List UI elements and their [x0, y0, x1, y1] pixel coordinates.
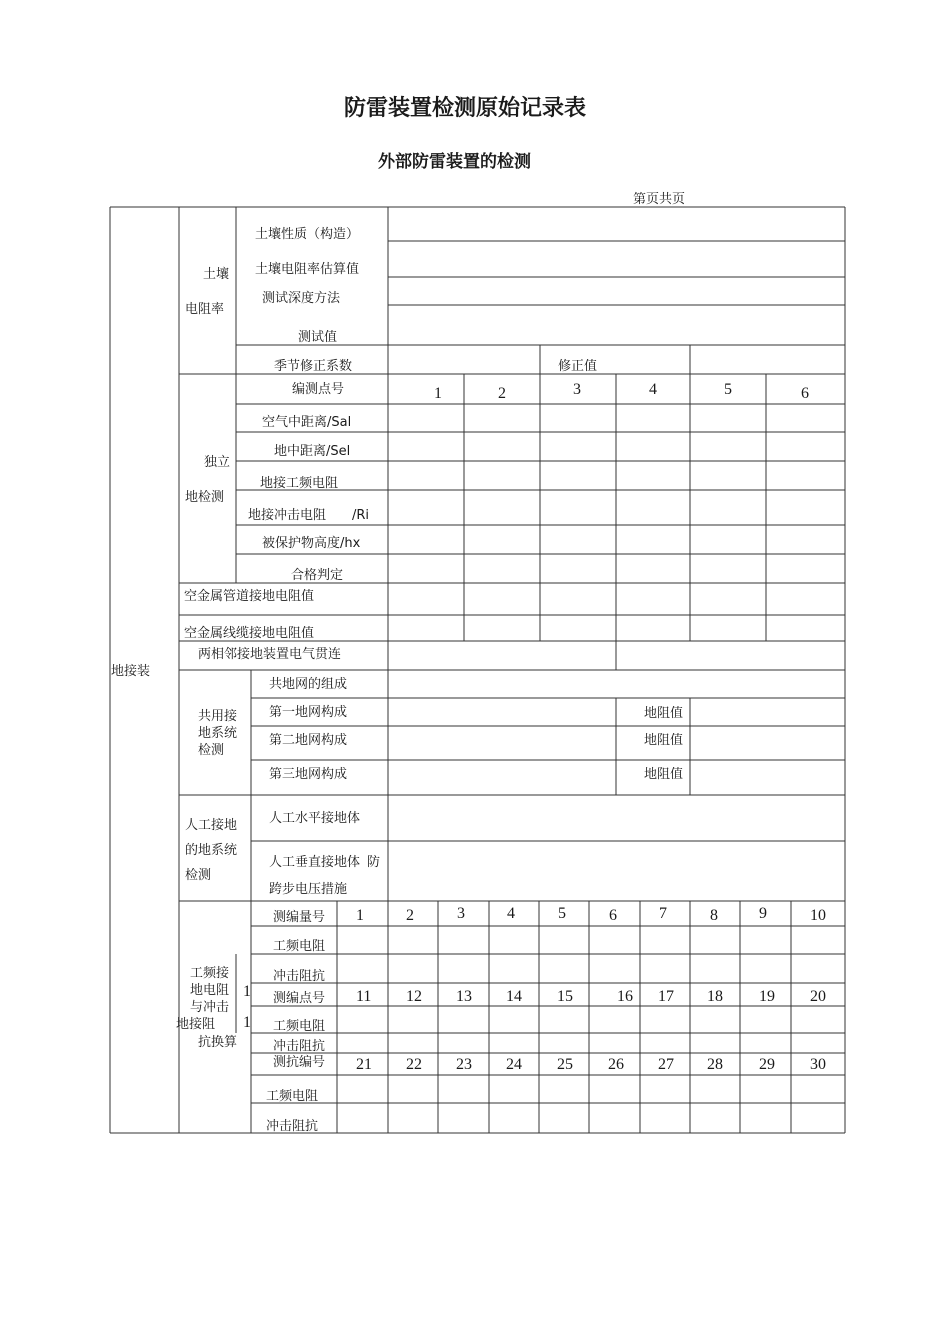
side-mark: 1: [243, 983, 251, 1000]
impulse-point-number: 15: [557, 988, 573, 1005]
vertical-electrode-label: 人工垂直接地体: [269, 855, 361, 870]
net-resistance-label: 地阻值: [644, 706, 684, 721]
independent-row-air-distance: 空气中距离/Sal: [262, 415, 352, 430]
impulse-impedance-label: 冲击阻抗: [273, 1039, 326, 1054]
shared-group-label: 共用接: [198, 709, 238, 724]
shared-group-label-2: 地系统: [198, 726, 238, 741]
soil-row-nature: 土壤性质（构造）: [255, 227, 360, 242]
impulse-point-number: 8: [710, 907, 718, 924]
impulse-point-number: 20: [810, 988, 826, 1005]
soil-row-test-value: 测试值: [298, 330, 338, 345]
impulse-group-label-4: 地接阻: [176, 1017, 216, 1032]
artificial-group-label-2: 的地系统: [185, 843, 238, 858]
impulse-impedance-label: 冲击阻抗: [273, 969, 326, 984]
independent-row-ground-distance: 地中距离/Sel: [274, 444, 351, 459]
net-resistance-label: 地阻值: [644, 767, 684, 782]
impulse-group-label: 工频接: [190, 966, 230, 981]
overhead-pipe-resistance: 空金属管道接地电阻值: [184, 589, 315, 604]
impulse-point-number: 21: [356, 1056, 372, 1073]
impulse-point-number: 25: [557, 1056, 573, 1073]
independent-group-label-2: 地检测: [185, 490, 225, 505]
impulse-point-number: 1: [356, 907, 364, 924]
impulse-point-number: 7: [659, 905, 667, 922]
soil-correction-label: 修正值: [558, 359, 598, 374]
artificial-group-label: 人工接地: [185, 818, 238, 833]
impulse-point-number: 10: [810, 907, 826, 924]
independent-row-height: 被保护物高度/hx: [262, 536, 361, 551]
point-number: 4: [649, 381, 657, 398]
freq-resistance-label: 工频电阻: [273, 939, 326, 954]
impulse-point-number: 24: [506, 1056, 522, 1073]
impulse-block-header: 测编点号: [273, 991, 326, 1006]
impulse-block-header: 测抗编号: [273, 1055, 326, 1070]
soil-row-season-factor: 季节修正系数: [274, 359, 353, 374]
horizontal-electrode-label: 人工水平接地体: [269, 811, 361, 826]
impulse-point-number: 2: [406, 907, 414, 924]
document-title: 防雷装置检测原始记录表: [344, 96, 587, 121]
impulse-point-number: 26: [608, 1056, 624, 1073]
impulse-point-number: 28: [707, 1056, 723, 1073]
impulse-point-number: 14: [506, 988, 522, 1005]
side-mark: 1: [243, 1014, 251, 1031]
impulse-group-label-3: 与冲击: [190, 1000, 230, 1015]
impulse-point-number: 30: [810, 1056, 826, 1073]
impulse-point-number: 4: [507, 905, 515, 922]
point-number: 5: [724, 381, 732, 398]
vertical-electrode-suffix: 防: [367, 855, 381, 870]
impulse-point-number: 16: [617, 988, 633, 1005]
page-info: 第页共页: [633, 192, 686, 207]
impulse-point-number: 11: [356, 988, 372, 1005]
freq-resistance-label: 工频电阻: [266, 1089, 319, 1104]
impulse-point-number: 9: [759, 905, 767, 922]
impulse-point-number: 3: [457, 905, 465, 922]
shared-group-label-3: 检测: [198, 743, 225, 758]
net-resistance-label: 地阻值: [644, 733, 684, 748]
independent-group-label: 独立: [204, 455, 231, 470]
second-net-label: 第二地网构成: [269, 733, 348, 748]
impulse-point-number: 29: [759, 1056, 775, 1073]
soil-group-label: 土壤: [203, 267, 230, 282]
third-net-label: 第三地网构成: [269, 767, 348, 782]
soil-row-estimate: 土壤电阻率估算值: [255, 262, 360, 277]
impulse-point-number: 12: [406, 988, 422, 1005]
impulse-point-number: 5: [558, 905, 566, 922]
impulse-point-number: 6: [609, 907, 617, 924]
impulse-point-number: 19: [759, 988, 775, 1005]
impulse-point-number: 18: [707, 988, 723, 1005]
impulse-point-number: 27: [658, 1056, 674, 1073]
first-net-label: 第一地网构成: [269, 705, 348, 720]
shared-composition: 共地网的组成: [269, 677, 348, 692]
artificial-group-label-3: 检测: [185, 868, 212, 883]
overhead-cable-resistance: 空金属线缆接地电阻值: [184, 626, 315, 641]
independent-row-judgement: 合格判定: [291, 568, 344, 583]
document-subtitle: 外部防雷装置的检测: [378, 152, 531, 172]
independent-row-impulse-resistance: 地接冲击电阻 /Ri: [248, 508, 370, 523]
impulse-point-number: 23: [456, 1056, 472, 1073]
independent-header-label: 编测点号: [292, 382, 345, 397]
grounding-device-label: 地接装: [111, 664, 151, 679]
adjacent-devices-label: 两相邻接地装置电气贯连: [198, 647, 342, 662]
impulse-point-number: 13: [456, 988, 472, 1005]
point-number: 1: [434, 385, 442, 402]
independent-row-freq-resistance: 地接工频电阻: [260, 476, 339, 491]
impulse-point-number: 17: [658, 988, 674, 1005]
step-voltage-label: 跨步电压措施: [269, 882, 348, 897]
soil-group-label-2: 电阻率: [185, 302, 225, 317]
point-number: 2: [498, 385, 506, 402]
impulse-group-label-5: 抗换算: [198, 1035, 238, 1050]
impulse-impedance-label: 冲击阻抗: [266, 1119, 319, 1134]
point-number: 3: [573, 381, 581, 398]
impulse-group-label-2: 地电阻: [190, 983, 230, 998]
impulse-point-number: 22: [406, 1056, 422, 1073]
point-number: 6: [801, 385, 809, 402]
impulse-block-header: 测编量号: [273, 910, 326, 925]
soil-row-depth-method: 测试深度方法: [262, 291, 341, 306]
freq-resistance-label: 工频电阻: [273, 1019, 326, 1034]
